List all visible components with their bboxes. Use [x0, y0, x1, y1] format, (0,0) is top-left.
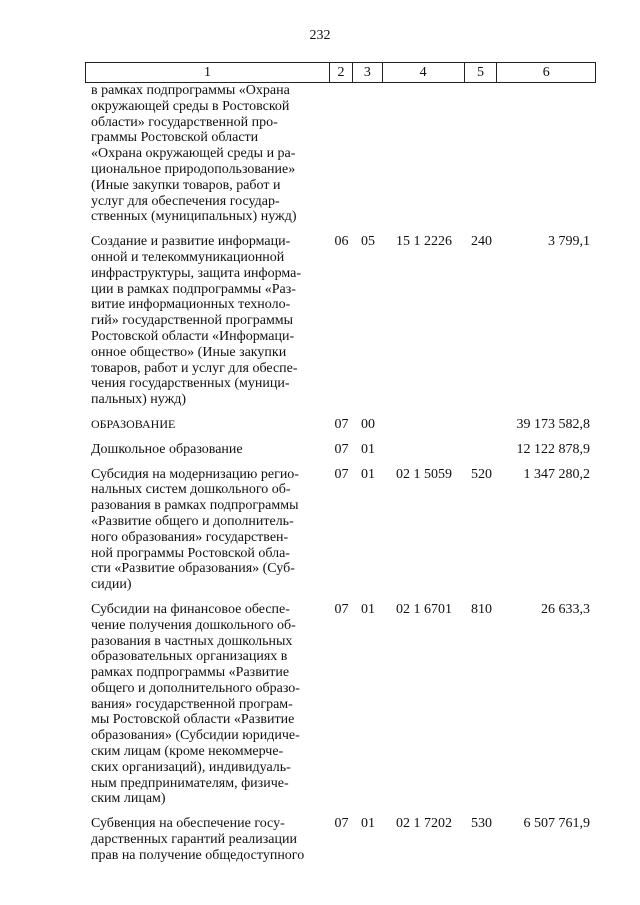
header-col-3: 3 — [353, 63, 383, 82]
table-row — [85, 83, 596, 225]
row-section: 07 — [334, 416, 349, 432]
row-amount — [498, 83, 596, 225]
row-expense-type: 240 — [471, 234, 492, 250]
table-row — [85, 417, 596, 433]
row-amount: 3 799,1 — [548, 234, 590, 250]
row-expense-type: 530 — [471, 816, 492, 832]
row-description: Субвенция на обеспечение госу- дарственных гарантий реализации прав на получение общедоступного — [91, 816, 305, 863]
row-description: Дошкольное образование — [91, 441, 243, 457]
row-description: Субсидии на финансовое обеспе- чение получения дошкольного об- разования в частных дошкольных образовательных организациях в рамках подпрограммы «Развитие общего и дополнительного образо- вания» государственной програм- мы Ростовской области «Развитие образования» (Субсидии юридиче- ским лицам (кроме некоммерче- ских организаций), индивидуаль- ным предпринимателям, физиче- ским лицам) — [91, 601, 300, 807]
row-target-code: 02 1 7202 — [396, 816, 452, 832]
row-description: Субсидия на модернизацию регио- нальных систем дошкольного об- разования в рамках подпрограммы «Развитие общего и дополнитель- ного образования» государствен- ной программы Ростовской обла- сти «Развитие образования» (Суб- сидии) — [91, 466, 299, 593]
row-section: 07 — [334, 601, 349, 617]
row-amount: 12 122 878,9 — [516, 441, 590, 457]
table-row — [85, 816, 596, 863]
row-amount: 39 173 582,8 — [516, 416, 590, 432]
row-description: в рамках подпрограммы «Охрана окружающей среды в Ростовской области» государственной про- граммы Ростовской области «Охрана окружающей среды и ра- циональное природопользование» (Иные закупки товаров, работ и услуг для обеспечения государ- ственных (муниципальных) нужд) — [91, 83, 297, 225]
header-col-6: 6 — [542, 65, 550, 80]
row-description: ОБРАЗОВАНИЕ — [91, 416, 176, 431]
row-subsection: 01 — [361, 816, 375, 832]
budget-table — [85, 62, 596, 873]
table-row — [85, 467, 596, 593]
table-row — [85, 234, 596, 408]
header-col-1: 1 — [86, 63, 330, 82]
row-subsection: 01 — [361, 466, 375, 482]
row-description: Создание и развитие информаци- онной и телекоммуникационной инфраструктуры, защита информа- ции в рамках подпрограммы «Раз- витие информационных техноло- гий» государственной программы Ростовской области «Информаци- онное общество» (Иные закупки товаров, работ и услуг для обеспе- чения государственных (муници- пальных) нужд) — [91, 234, 302, 408]
table-row — [85, 442, 596, 458]
row-section: 06 — [334, 234, 349, 250]
header-col-5: 5 — [465, 63, 498, 82]
row-amount: 26 633,3 — [541, 601, 590, 617]
row-expense-type — [465, 83, 498, 225]
row-target-code: 02 1 5059 — [396, 466, 452, 482]
row-section: 07 — [334, 466, 349, 482]
row-subsection: 05 — [361, 234, 375, 250]
row-subsection: 00 — [361, 416, 375, 432]
row-expense-type: 520 — [471, 466, 492, 482]
row-amount: 1 347 280,2 — [523, 466, 590, 482]
table-row — [85, 602, 596, 807]
row-section: 07 — [334, 816, 349, 832]
header-col-2: 2 — [330, 63, 353, 82]
row-subsection: 01 — [361, 441, 375, 457]
row-target-code — [383, 83, 465, 225]
row-expense-type — [465, 417, 498, 433]
row-expense-type: 810 — [471, 601, 492, 617]
row-subsection: 01 — [361, 601, 375, 617]
row-amount: 6 507 761,9 — [523, 816, 590, 832]
row-target-code: 15 1 2226 — [396, 234, 452, 250]
row-section — [330, 83, 353, 225]
row-target-code — [383, 442, 465, 458]
page-number: 232 — [309, 28, 331, 43]
table-header — [85, 62, 596, 83]
row-expense-type — [465, 442, 498, 458]
row-section: 07 — [334, 441, 349, 457]
header-col-4: 4 — [383, 63, 465, 82]
row-subsection — [353, 83, 383, 225]
row-target-code — [383, 417, 465, 433]
row-target-code: 02 1 6701 — [396, 601, 452, 617]
